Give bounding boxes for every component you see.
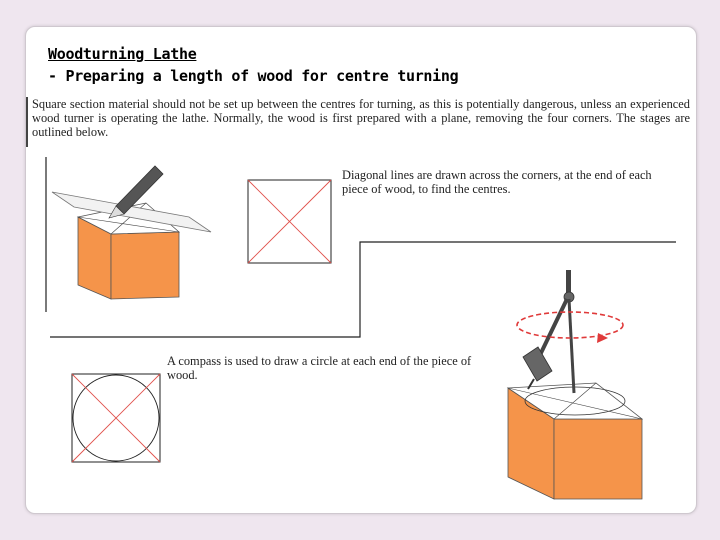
end-grain-square-circle — [72, 374, 160, 462]
illustrations — [26, 27, 696, 513]
step2-caption: A compass is used to draw a circle at each end of the piece of wood. — [167, 354, 472, 382]
end-grain-square-diagonals — [248, 180, 331, 263]
slide — [25, 26, 697, 514]
wood-block-side — [111, 232, 179, 299]
title-line-1: Woodturning Lathe — [48, 45, 197, 63]
compass-icon — [523, 270, 574, 393]
wood-block-with-compass — [508, 270, 642, 499]
step1-caption: Diagonal lines are drawn across the corners, at the end of each piece of wood, to find the centres. — [342, 168, 652, 196]
intro-paragraph: Square section material should not be set up between the centres for turning, as this is potentially dangerous, unless an experienced wood turner is operating the lathe. Normally, the wood is first prepared with a plane, removing the four corners. The stages are outlined below. — [32, 97, 690, 139]
wood-block-2-side — [554, 419, 642, 499]
wood-block-with-ruler — [52, 166, 211, 299]
title-line-2: - Preparing a length of wood for centre turning — [48, 67, 459, 85]
